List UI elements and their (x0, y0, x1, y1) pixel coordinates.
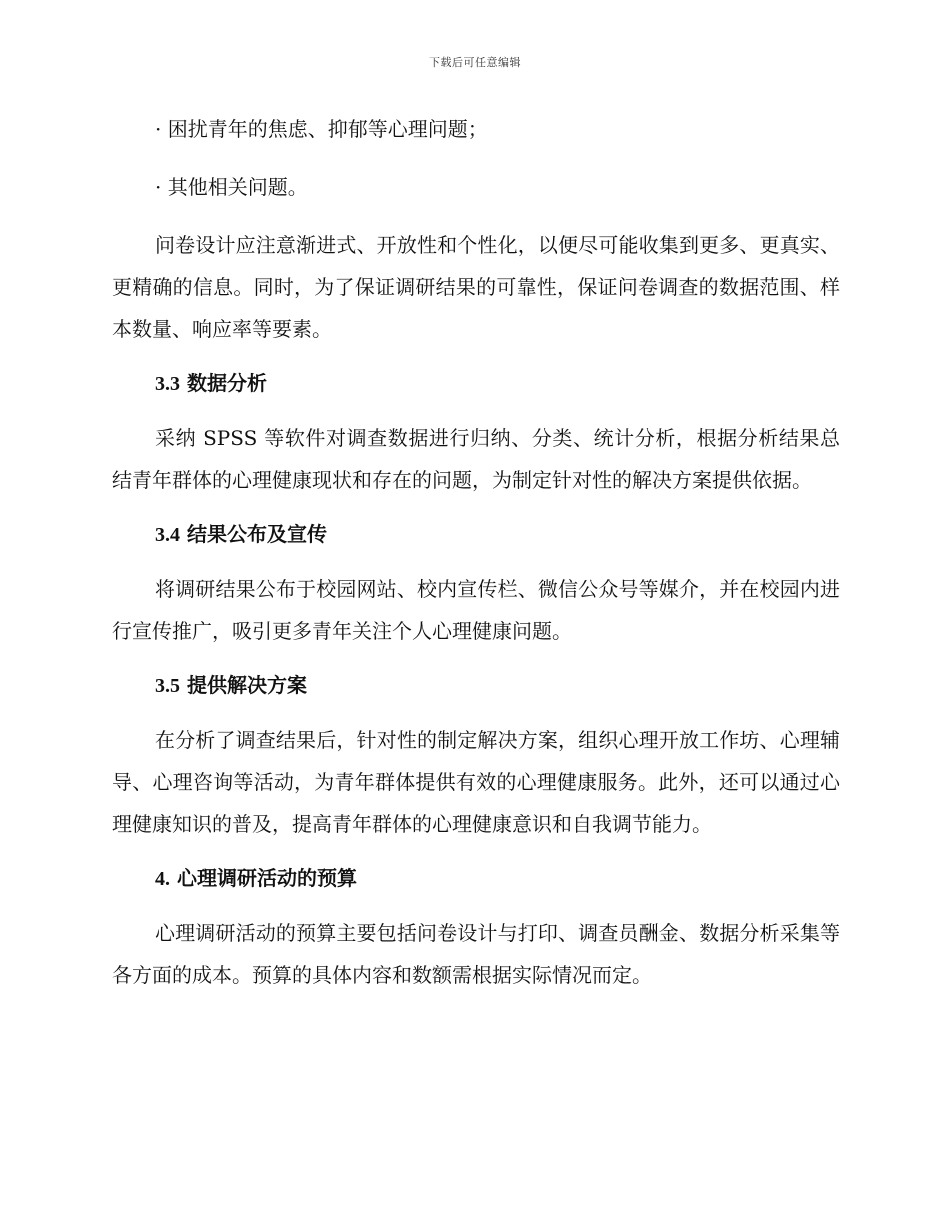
section-number: 3.4 (155, 524, 180, 546)
paragraph-questionnaire-design: 问卷设计应注意渐进式、开放性和个性化，以便尽可能收集到更多、更真实、更精确的信息。同时，为了保证调研结果的可靠性，保证问卷调查的数据范围、样本数量、响应率等要素。 (112, 233, 840, 341)
section-heading-3-5 (155, 664, 840, 707)
section-heading-4 (155, 857, 840, 900)
paragraph-results-publicity: 将调研结果公布于校园网站、校内宣传栏、微信公众号等媒介，并在校园内进行宣传推广，吸引更多青年关注个人心理健康问题。 (112, 577, 840, 643)
section-title: 提供解决方案 (186, 673, 307, 697)
section-title: 数据分析 (186, 371, 267, 395)
document-body (112, 108, 840, 1008)
paragraph-solutions: 在分析了调查结果后，针对性的制定解决方案，组织心理开放工作坊、心理辅导、心理咨询等活动，为青年群体提供有效的心理健康服务。此外，还可以通过心理健康知识的普及，提高青年群体的心理健康意识和自我调节能力。 (112, 728, 840, 836)
bullet-item: · 困扰青年的焦虑、抑郁等心理问题； (155, 117, 488, 141)
section-title: 心理调研活动的预算 (176, 866, 357, 890)
section-number: 3.3 (155, 373, 180, 395)
paragraph-data-analysis: 采纳 SPSS 等软件对调查数据进行归纳、分类、统计分析，根据分析结果总结青年群体的心理健康现状和存在的问题，为制定针对性的解决方案提供依据。 (112, 426, 840, 492)
page-header: 下载后可任意编辑 (429, 56, 521, 69)
section-heading-3-4 (155, 513, 840, 556)
section-title: 结果公布及宣传 (186, 522, 327, 546)
section-number: 3.5 (155, 675, 180, 697)
section-heading-3-3 (155, 362, 840, 405)
paragraph-budget: 心理调研活动的预算主要包括问卷设计与打印、调查员酬金、数据分析采集等各方面的成本。预算的具体内容和数额需根据实际情况而定。 (112, 921, 840, 987)
bullet-item: · 其他相关问题。 (155, 175, 308, 199)
section-number: 4. (155, 868, 170, 890)
